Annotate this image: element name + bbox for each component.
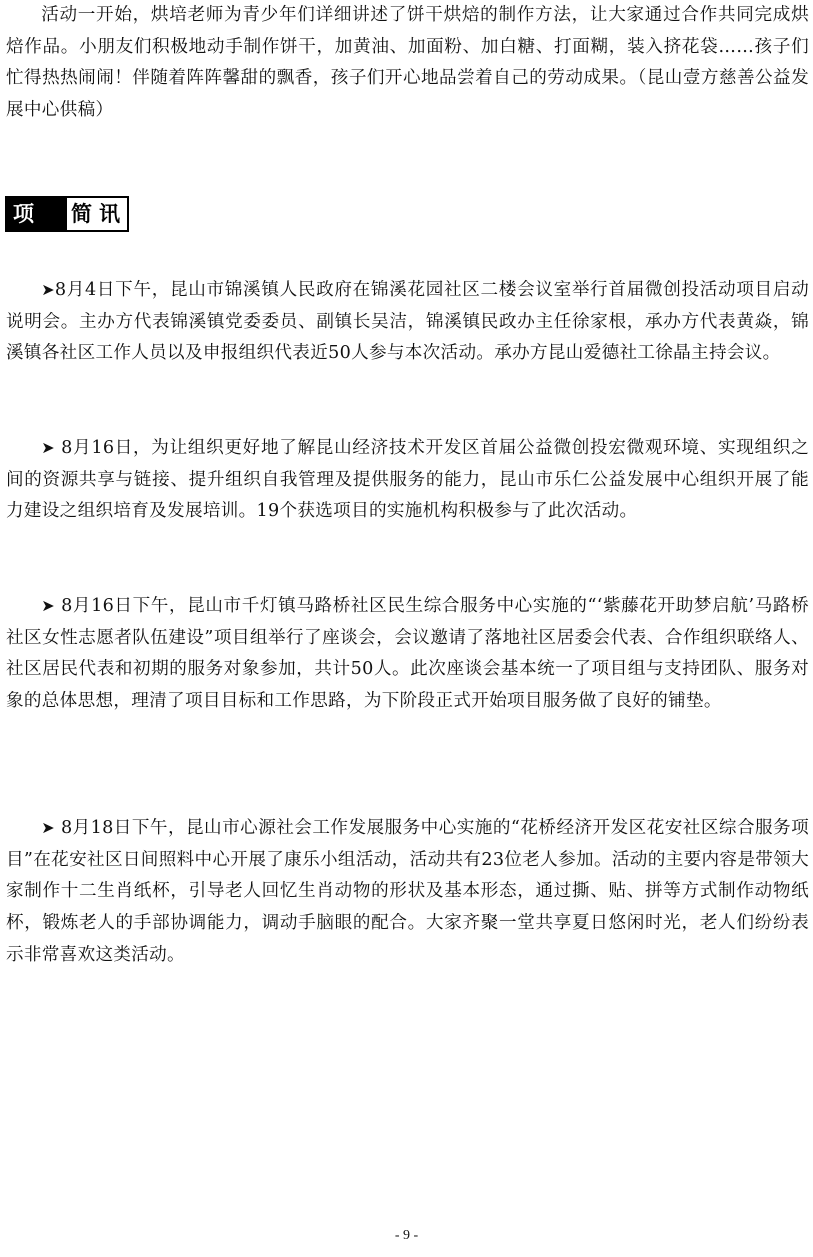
section-heading-dark-part: 项目 — [7, 198, 67, 230]
news-item-text: 8月16日，为让组织更好地了解昆山经济技术开发区首届公益微创投宏微观环境、实现组织之间的资源共享与链接、提升组织自我管理及提供服务的能力，昆山市乐仁公益发展中心组织开展了能力建设之组织培育及发展培训。19个获选项目的实施机构积极参与了此次活动。 — [6, 438, 809, 522]
intro-paragraph: 活动一开始，烘培老师为青少年们详细讲述了饼干烘焙的制作方法，让大家通过合作共同完成烘焙作品。小朋友们积极地动手制作饼干，加黄油、加面粉、加白糖、打面糊，装入挤花袋……孩子们忙得热热闹闹！伴随着阵阵馨甜的飘香，孩子们开心地品尝着自己的劳动成果。（昆山壹方慈善公益发展中心供稿） — [6, 5, 809, 121]
section-heading-light-part: 简讯 — [67, 198, 127, 230]
news-item-text: 8月16日下午，昆山市千灯镇马路桥社区民生综合服务中心实施的“‘紫藤花开助梦启航’马路桥社区女性志愿者队伍建设”项目组举行了座谈会，会议邀请了落地社区居委会代表、合作组织联络人、社区居民代表和初期的服务对象参加，共计50人。此次座谈会基本统一了项目组与支持团队、服务对象的总体思想，理清了项目目标和工作思路，为下阶段正式开始项目服务做了良好的铺垫。 — [6, 596, 809, 712]
arrow-bullet-icon: ➤ — [41, 438, 55, 457]
arrow-bullet-icon: ➤ — [41, 280, 55, 299]
news-item — [6, 274, 809, 370]
news-item-text: 8月18日下午，昆山市心源社会工作发展服务中心实施的“花桥经济开发区花安社区综合服务项目”在花安社区日间照料中心开展了康乐小组活动，活动共有23位老人参加。活动的主要内容是带领大家制作十二生肖纸杯，引导老人回忆生肖动物的形状及基本形态，通过撕、贴、拼等方式制作动物纸杯，锻炼老人的手部协调能力，调动手脑眼的配合。大家齐聚一堂共享夏日悠闲时光，老人们纷纷表示非常喜欢这类活动。 — [6, 818, 809, 965]
news-item — [6, 812, 809, 972]
news-item — [6, 432, 809, 528]
page-number: - 9 - — [394, 1228, 419, 1243]
news-item — [6, 590, 809, 718]
arrow-bullet-icon: ➤ — [41, 596, 55, 615]
news-item-text: 8月4日下午，昆山市锦溪镇人民政府在锦溪花园社区二楼会议室举行首届微创投活动项目启动说明会。主办方代表锦溪镇党委委员、副镇长吴洁，锦溪镇民政办主任徐家根，承办方代表黄焱，锦溪镇各社区工作人员以及申报组织代表近50人参与本次活动。承办方昆山爱德社工徐晶主持会议。 — [6, 280, 809, 364]
arrow-bullet-icon: ➤ — [41, 818, 55, 837]
section-heading — [5, 196, 129, 258]
